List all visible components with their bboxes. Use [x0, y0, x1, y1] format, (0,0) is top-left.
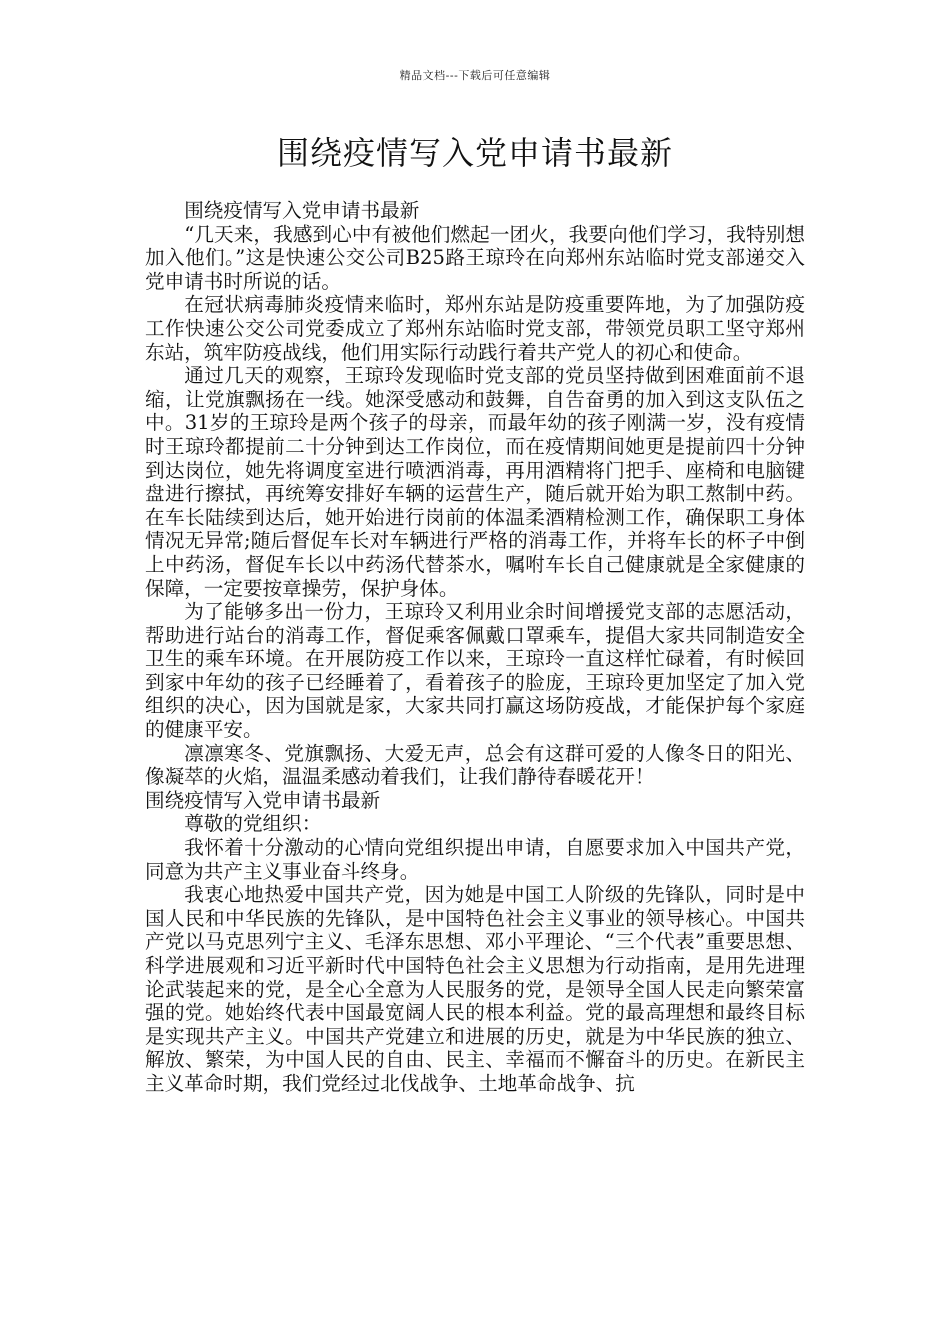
body-paragraph: 围绕疫情写入党申请书最新 — [184, 199, 420, 222]
body-paragraph: 凛凛寒冬、党旗飘扬、大爱无声，总会有这群可爱的人像冬日的阳光、像凝萃的火焰，温温柔感动着我们，让我们静待春暖花开！ — [145, 741, 805, 789]
body-paragraph: 为了能够多出一份力，王琼玲又利用业余时间增援党支部的志愿活动，帮助进行站台的消毒工作，督促乘客佩戴口罩乘车，提倡大家共同制造安全卫生的乘车环境。在开展防疫工作以来，王琼玲一直这样忙碌着，有时候回到家中年幼的孩子已经睡着了，看着孩子的脸庞，王琼玲更加坚定了加入党组织的决心，因为国就是家，大家共同打赢这场防疫战，才能保护每个家庭的健康平安。 — [145, 600, 805, 742]
body-paragraph: 我衷心地热爱中国共产党，因为她是中国工人阶级的先锋队，同时是中国人民和中华民族的先锋队，是中国特色社会主义事业的领导核心。中国共产党以马克思列宁主义、毛泽东思想、邓小平理论、“三个代表”重要思想、科学进展观和习近平新时代中国特色社会主义思想为行动指南，是用先进理论武装起来的党，是全心全意为人民服务的党，是领导全国人民走向繁荣富强的党。她始终代表中国最宽阔人民的根本利益。党的最高理想和最终目标是实现共产主义。中国共产党建立和进展的历史，就是为中华民族的独立、解放、繁荣，为中国人民的自由、民主、幸福而不懈奋斗的历史。在新民主主义革命时期，我们党经过北伐战争、土地革命战争、抗 — [145, 883, 805, 1095]
body-paragraph: 我怀着十分激动的心情向党组织提出申请，自愿要求加入中国共产党，同意为共产主义事业奋斗终身。 — [145, 836, 805, 883]
document-title: 围绕疫情写入党申请书最新 — [276, 134, 673, 172]
body-paragraph: 在冠状病毒肺炎疫情来临时，郑州东站是防疫重要阵地，为了加强防疫工作快速公交公司党委成立了郑州东站临时党支部，带领党员职工坚守郑州东站，筑牢防疫战线，他们用实际行动践行着共产党人的初心和使命。 — [145, 293, 805, 364]
body-paragraph: 围绕疫情写入党申请书最新 — [145, 788, 381, 812]
page-header-note: 精品文档---下载后可任意编辑 — [399, 69, 551, 82]
body-paragraph: 尊敬的党组织： — [184, 812, 322, 836]
body-paragraph: “几天来，我感到心中有被他们燃起一团火，我要向他们学习，我特别想加入他们。”这是快速公交公司B25路王琼玲在向郑州东站临时党支部递交入党申请书时所说的话。 — [145, 222, 805, 293]
document-body — [145, 199, 805, 1096]
body-paragraph: 通过几天的观察，王琼玲发现临时党支部的党员坚持做到困难面前不退缩，让党旗飘扬在一线。她深受感动和鼓舞，自告奋勇的加入到这支队伍之中。31岁的王琼玲是两个孩子的母亲，而最年幼的孩子刚满一岁，没有疫情时王琼玲都提前二十分钟到达工作岗位，而在疫情期间她更是提前四十分钟到达岗位，她先将调度室进行喷洒消毒，再用酒精将门把手、座椅和电脑键盘进行擦拭，再统筹安排好车辆的运营生产，随后就开始为职工熬制中药。在车长陆续到达后，她开始进行岗前的体温柔酒精检测工作，确保职工身体情况无异常;随后督促车长对车辆进行严格的消毒工作，并将车长的杯子中倒上中药汤，督促车长以中药汤代替茶水，嘱咐车长自己健康就是全家健康的保障，一定要按章操劳，保护身体。 — [145, 364, 805, 600]
